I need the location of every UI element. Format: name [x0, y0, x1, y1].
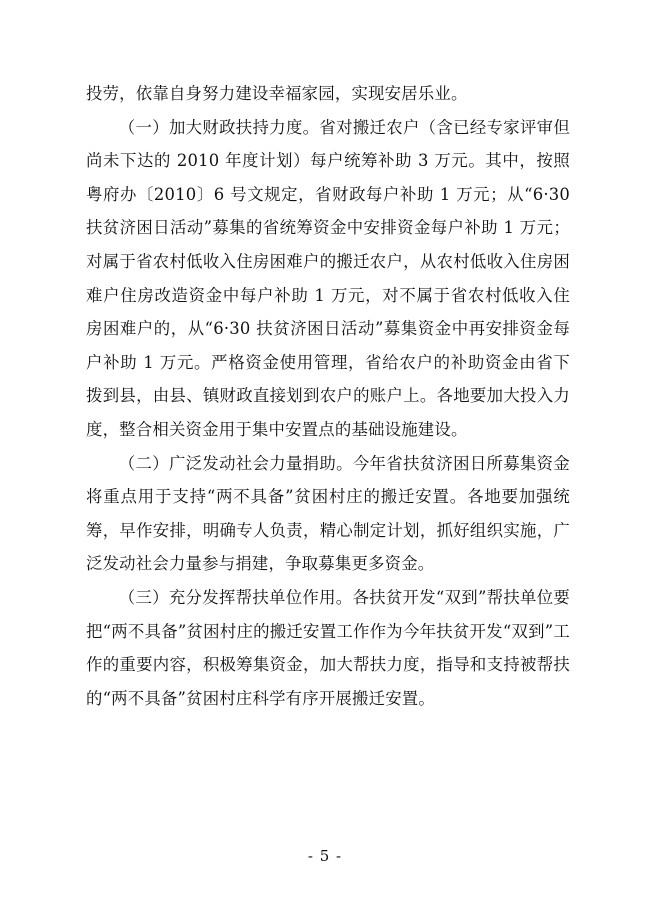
paragraph-social-donation: （二）广泛发动社会力量捐助。今年省扶贫济困日所募集资金将重点用于支持“两不具备”贫困村庄的搬迁安置。各地要加强统筹，早作安排，明确专人负责，精心制定计划，抓好组织实施，广泛发动社会力量参与捐建，争取募集更多资金。: [86, 453, 570, 574]
paragraph-financial-support: （一）加大财政扶持力度。省对搬迁农户（含已经专家评审但尚未下达的 2010 年度计划）每户统筹补助 3 万元。其中，按照粤府办〔2010〕6 号文规定，省财政每户补助 1 万元；从“6·30 扶贫济困日活动”募集的省统筹资金中安排资金每户补助 1 万元；对属于省农村低收入住房困难户的搬迁农户，从农村低收入住房困难户住房改造资金中每户补助 1 万元，对不属于省农村低收入住房困难户的，从“6·30 扶贫济困日活动”募集资金中再安排资金每户补助 1 万元。严格资金使用管理，省给农户的补助资金由省下拨到县，由县、镇财政直接划到农户的账户上。各地要加大投入力度，整合相关资金用于集中安置点的基础设施建设。: [86, 117, 570, 439]
page-number: - 5 -: [307, 847, 343, 865]
document-body: [86, 77, 570, 715]
paragraph-continued: 投劳，依靠自身努力建设幸福家园，实现安居乐业。: [86, 84, 468, 103]
paragraph-assistance-units: （三）充分发挥帮扶单位作用。各扶贫开发“双到”帮扶单位要把“两不具备”贫困村庄的搬迁安置工作作为今年扶贫开发“双到”工作的重要内容，积极筹集资金，加大帮扶力度，指导和支持被帮扶的“两不具备”贫困村庄科学有序开展搬迁安置。: [86, 587, 570, 708]
